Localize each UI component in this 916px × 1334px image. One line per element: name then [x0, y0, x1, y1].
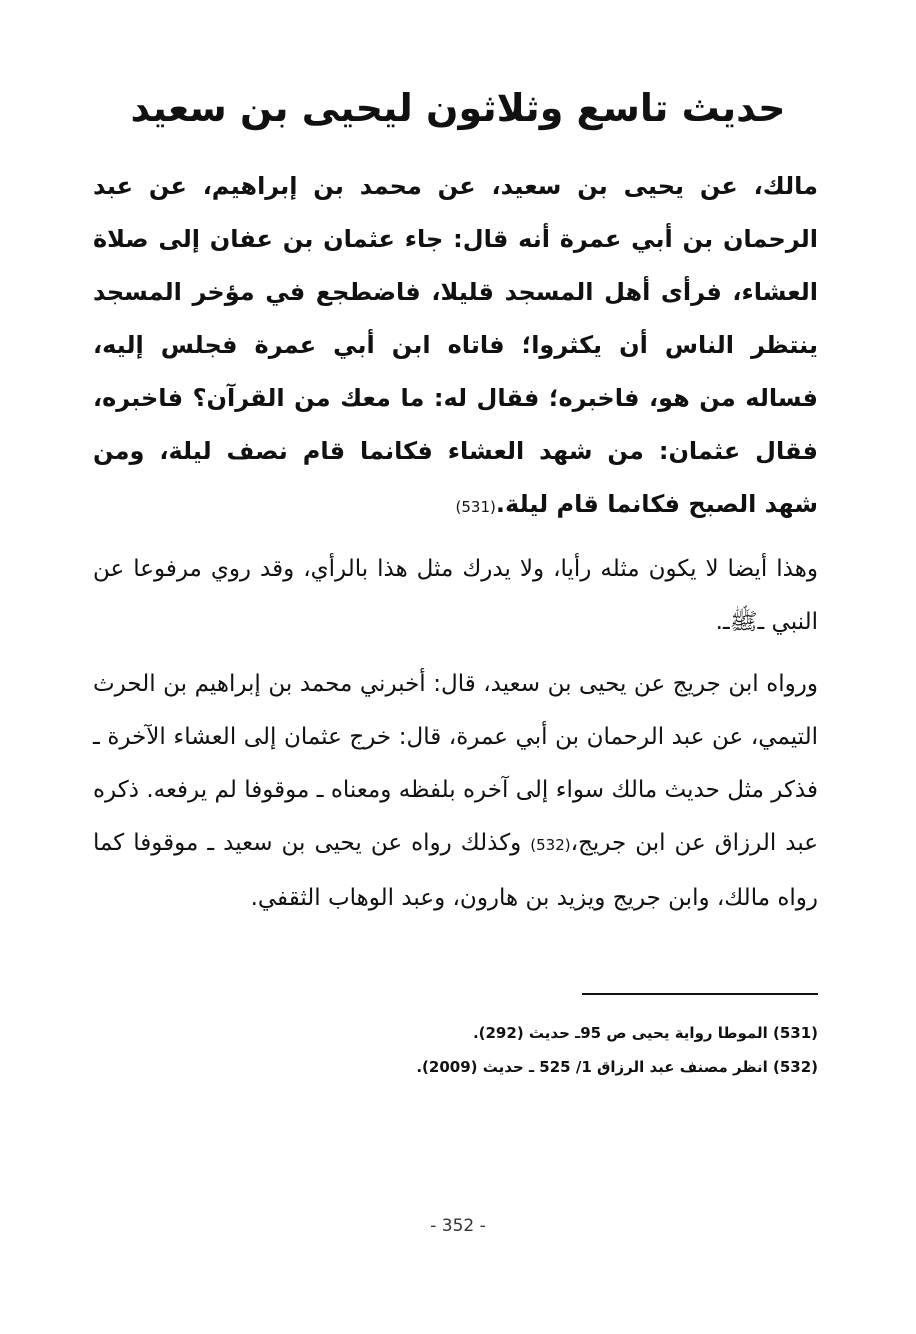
paragraph-hadith	[93, 160, 818, 534]
footnote-532: (532) انظر مصنف عبد الرزاق 1/ 525 ـ حديث (2009).	[416, 1058, 818, 1076]
paragraph-hadith-text: مالك، عن يحيى بن سعيد، عن محمد بن إبراهيم، عن عبد الرحمان بن أبي عمرة أنه قال: جاء عثمان بن عفان إلى صلاة العشاء، فرأى أهل المسجد قليلا، فاضطجع في مؤخر المسجد ينتظر الناس أن يكثروا؛ فاتاه ابن أبي عمرة فجلس إليه، فساله من هو، فاخبره؛ فقال له: ما معك من القرآن؟ فاخبره، فقال عثمان: من شهد العشاء فكانما قام نصف ليلة، ومن شهد الصبح فكانما قام ليلة.	[93, 172, 818, 518]
footnote-531: (531) الموطا رواية يحيى ص 95ـ حديث (292).	[472, 1024, 818, 1042]
paragraph-commentary-text: وهذا أيضا لا يكون مثله رأيا، ولا يدرك مثل هذا بالرأي، وقد روي مرفوعا عن النبي ـﷺـ.	[93, 556, 818, 635]
paragraph-narration-text-before: ورواه ابن جريج عن يحيى بن سعيد، قال: أخبرني محمد بن إبراهيم بن الحرث التيمي، عن عبد الرحمان بن أبي عمرة، قال: خرج عثمان إلى العشاء الآخرة ـ فذكر مثل حديث مالك سواء إلى آخره بلفظه ومعناه ـ موقوفا لم يرفعه. ذكره عبد الرزاق عن ابن جريج،	[93, 671, 818, 856]
chapter-title: حديث تاسع وثلاثون ليحيى بن سعيد	[130, 86, 786, 130]
paragraph-narration	[93, 658, 818, 925]
footnotes	[93, 1016, 818, 1084]
footnote-reference-532: (532)	[530, 836, 571, 854]
page-number: - 352 -	[430, 1216, 486, 1236]
paragraph-commentary	[93, 543, 818, 649]
footnote-divider	[582, 993, 818, 995]
paragraph-narration-text-after: وكذلك رواه عن يحيى بن سعيد ـ موقوفا كما رواه مالك، وابن جريج ويزيد بن هارون، وعبد الوهاب الثقفي.	[93, 830, 818, 911]
footnote-reference-531: (531)	[455, 498, 496, 516]
